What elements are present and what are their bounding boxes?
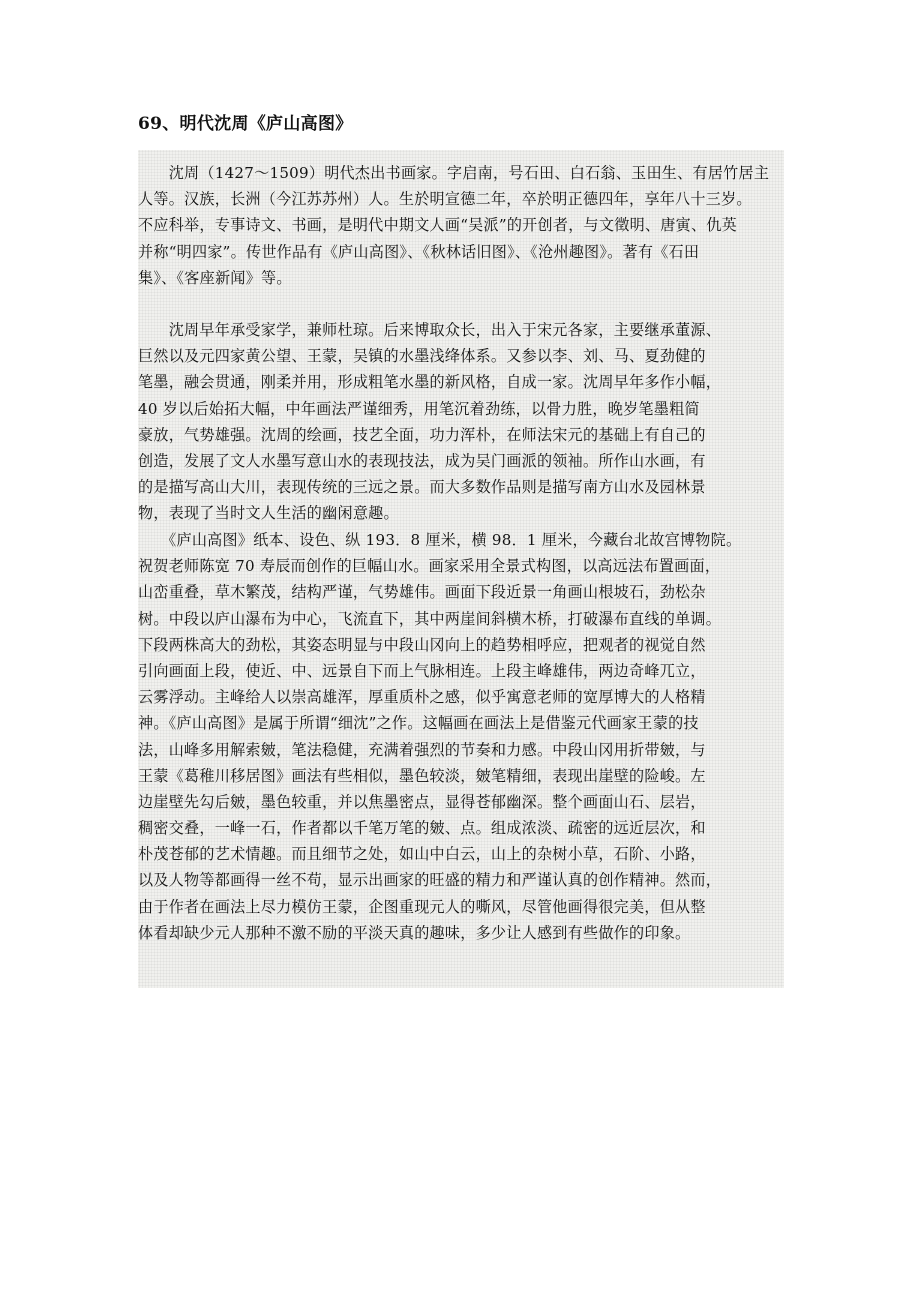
text-line: 云雾浮动。主峰给人以崇高雄浑，厚重质朴之感，似乎寓意老师的宽厚博大的人格精 [138,688,706,707]
text-line: 边崖壁先勾后皴，墨色较重，并以焦墨密点，显得苍郁幽深。整个画面山石、层岩， [138,792,706,811]
text-line: 沈周（1427～1509）明代杰出书画家。字启南，号石田、白石翁、玉田生、有居竹居主 [138,164,770,182]
text-line: 《庐山高图》纸本、设色、纵 193．8 厘米，横 98．1 厘米，今藏台北故宫博物院。 [138,531,742,549]
text-line: 豪放，气势雄强。沈周的绘画，技艺全面，功力浑朴，在师法宋元的基础上有自己的 [138,425,706,444]
text-line: 朴茂苍郁的艺术情趣。而且细节之处，如山中白云，山上的杂树小草，石阶、小路， [138,845,706,864]
text-line: 由于作者在画法上尽力模仿王蒙，企图重现元人的嘶风，尽管他画得很完美，但从整 [138,897,706,916]
text-line: 树。中段以庐山瀑布为中心，飞流直下，其中两崖间斜横木桥，打破瀑布直线的单调。 [138,609,722,628]
text-line: 创造，发展了文人水墨写意山水的表现技法，成为吴门画派的领袖。所作山水画，有 [138,451,706,470]
text-line: 法，山峰多用解索皴，笔法稳健，充满着强烈的节奏和力感。中段山冈用折带皴，与 [138,740,706,759]
text-line: 集》、《客座新闻》等。 [138,268,292,287]
paragraph-biography [138,160,784,291]
text-line: 下段两株高大的劲松，其姿态明显与中段山冈向上的趋势相呼应，把观者的视觉自然 [138,635,706,654]
text-line: 40 岁以后始拓大幅，中年画法严谨细秀，用笔沉着劲练，以骨力胜，晚岁笔墨粗简 [138,399,700,418]
text-line: 引向画面上段，使近、中、远景自下而上气脉相连。上段主峰雄伟，两边奇峰兀立， [138,661,706,680]
text-line: 体看却缺少元人那种不激不励的平淡天真的趣味，多少让人感到有些做作的印象。 [138,923,691,942]
text-line: 不应科举，专事诗文、书画，是明代中期文人画“吴派”的开创者，与文徵明、唐寅、仇英 [138,216,737,235]
article-body [138,150,784,988]
text-line: 的是描写高山大川，表现传统的三远之景。而大多数作品则是描写南方山水及园林景 [138,478,706,497]
text-line: 并称“明四家”。传世作品有《庐山高图》、《秋林话旧图》、《沧州趣图》。著有《石田 [138,242,700,261]
text-line: 王蒙《葛稚川移居图》画法有些相似，墨色较淡，皴笔精细，表现出崖壁的险峻。左 [138,766,706,785]
paragraph-style [138,317,784,527]
text-line: 物，表现了当时文人生活的幽闲意趣。 [138,504,399,523]
text-line: 祝贺老师陈宽 70 寿辰而创作的巨幅山水。画家采用全景式构图，以高远法布置画面， [138,557,721,576]
page-title: 69、明代沈周《庐山高图》 [138,114,353,134]
text-line: 人等。汉族，长洲（今江苏苏州）人。生於明宣德二年，卒於明正德四年，享年八十三岁。 [138,190,752,209]
text-line: 笔墨，融会贯通，刚柔并用，形成粗笔水墨的新风格，自成一家。沈周早年多作小幅， [138,373,722,392]
text-line: 沈周早年承受家学，兼师杜琼。后来博取众长，出入于宋元各家，主要继承董源、 [138,321,722,339]
paragraph-painting [138,527,784,946]
text-line: 稠密交叠，一峰一石，作者都以千笔万笔的皴、点。组成浓淡、疏密的远近层次，和 [138,819,706,838]
text-line: 山峦重叠，草木繁茂，结构严谨，气势雄伟。画面下段近景一角画山根坡石，劲松杂 [138,583,706,602]
text-line: 巨然以及元四家黄公望、王蒙，吴镇的水墨浅绛体系。又参以李、刘、马、夏劲健的 [138,347,706,366]
text-line: 神。《庐山高图》是属于所谓“细沈”之作。这幅画在画法上是借鉴元代画家王蒙的技 [138,714,699,733]
text-line: 以及人物等都画得一丝不苟，显示出画家的旺盛的精力和严谨认真的创作精神。然而， [138,871,722,890]
